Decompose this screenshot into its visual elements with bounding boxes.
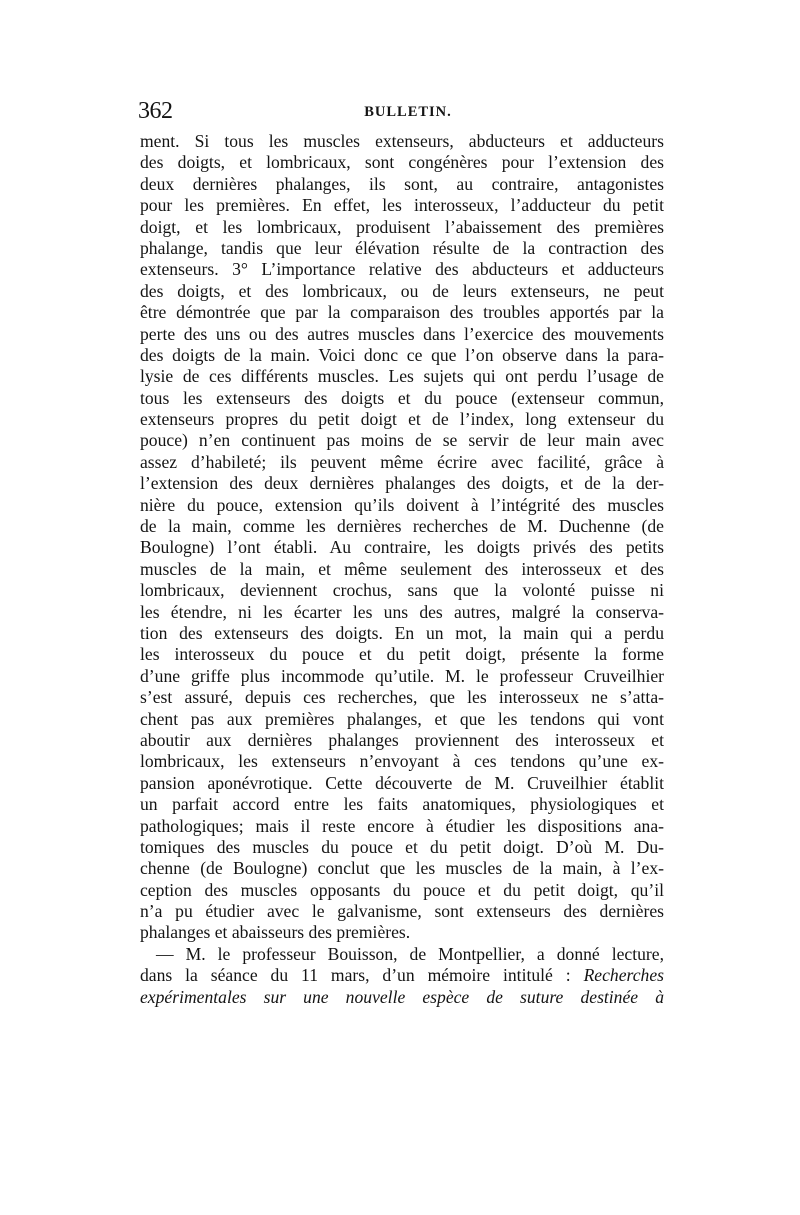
text-line: extenseurs propres du petit doigt et de l’index, long extenseur du [140,409,664,430]
text-run: dans la séance du 11 mars, d’un mémoire intitulé : [140,965,584,986]
text-line: pansion aponévrotique. Cette découverte de M. Cruveilhier établit [140,772,664,793]
text-line: muscles de la main, et même seulement des interosseux et des [140,558,664,579]
text-line: lombricaux, deviennent crochus, sans que la volonté puisse ni [140,580,664,601]
text-line: des doigts de la main. Voici donc ce que l’on observe dans la para- [140,344,664,365]
text-line: doigt, et les lombricaux, produisent l’abaissement des premières [140,216,664,237]
page-number: 362 [138,98,173,124]
text-line: lombricaux, les extenseurs n’envoyant à ces tendons qu’une ex- [140,751,664,772]
running-head [138,97,662,125]
body-text [140,131,664,1008]
text-line: ment. Si tous les muscles extenseurs, abducteurs et adducteurs [140,131,664,151]
text-line: pour les premières. En effet, les interosseux, l’adducteur du petit [140,195,664,216]
text-line: les étendre, ni les écarter les uns des autres, malgré la conserva- [140,601,664,622]
text-line: des doigts, et des lombricaux, ou de leurs extenseurs, ne peut [140,280,664,301]
text-line: tous les extenseurs des doigts et du pouce (extenseur commun, [140,387,664,408]
text-line: de la main, comme les dernières recherches de M. Duchenne (de [140,516,664,537]
text-line: Boulogne) l’ont établi. Au contraire, les doigts privés des petits [140,537,664,558]
text-line: assez d’habileté; ils peuvent même écrire avec facilité, grâce à [140,451,664,472]
text-line: s’est assuré, depuis ces recherches, que les interosseux ne s’atta- [140,687,664,708]
text-line: pouce) n’en continuent pas moins de se servir de leur main avec [140,430,664,451]
text-line: deux dernières phalanges, ils sont, au contraire, antagonistes [140,173,664,194]
text-line: perte des uns ou des autres muscles dans l’exercice des mouvements [140,323,664,344]
text-line: lysie de ces différents muscles. Les sujets qui ont perdu l’usage de [140,366,664,387]
text-line-mixed [140,965,664,986]
text-line: extenseurs. 3° L’importance relative des abducteurs et adducteurs [140,259,664,280]
text-line: les interosseux du pouce et du petit doigt, présente la forme [140,644,664,665]
text-line: être démontrée que par la comparaison des troubles apportés par la [140,302,664,323]
running-title: BULLETIN. [364,104,452,120]
text-line: ception des muscles opposants du pouce et du petit doigt, qu’il [140,879,664,900]
paragraph-start-line: — M. le professeur Bouisson, de Montpellier, a donné lecture, [156,943,664,964]
text-line: pathologiques; mais il reste encore à étudier les dispositions ana- [140,815,664,836]
title-italic-line: expérimentales sur une nouvelle espèce de suture destinée à [140,986,664,1007]
text-line: un parfait accord entre les faits anatomiques, physiologiques et [140,794,664,815]
text-line: des doigts, et lombricaux, sont congénères pour l’extension des [140,152,664,173]
text-line: l’extension des deux dernières phalanges des doigts, et de la der- [140,473,664,494]
title-italic-run: Recherches [583,965,664,986]
text-line: phalange, tandis que leur élévation résulte de la contraction des [140,237,664,258]
text-line: chenne (de Boulogne) conclut que les muscles de la main, à l’ex- [140,858,664,879]
text-line: aboutir aux dernières phalanges proviennent des interosseux et [140,729,664,750]
text-line: phalanges et abaisseurs des premières. [140,922,411,943]
text-line: n’a pu étudier avec le galvanisme, sont extenseurs des dernières [140,901,664,922]
text-line: tomiques des muscles du pouce et du petit doigt. D’où M. Du- [140,836,664,857]
text-line: tion des extenseurs des doigts. En un mot, la main qui a perdu [140,622,664,643]
text-line: d’une griffe plus incommode qu’utile. M. le professeur Cruveilhier [140,665,664,686]
text-line: nière du pouce, extension qu’ils doivent à l’intégrité des muscles [140,494,664,515]
text-line: chent pas aux premières phalanges, et que les tendons qui vont [140,708,664,729]
